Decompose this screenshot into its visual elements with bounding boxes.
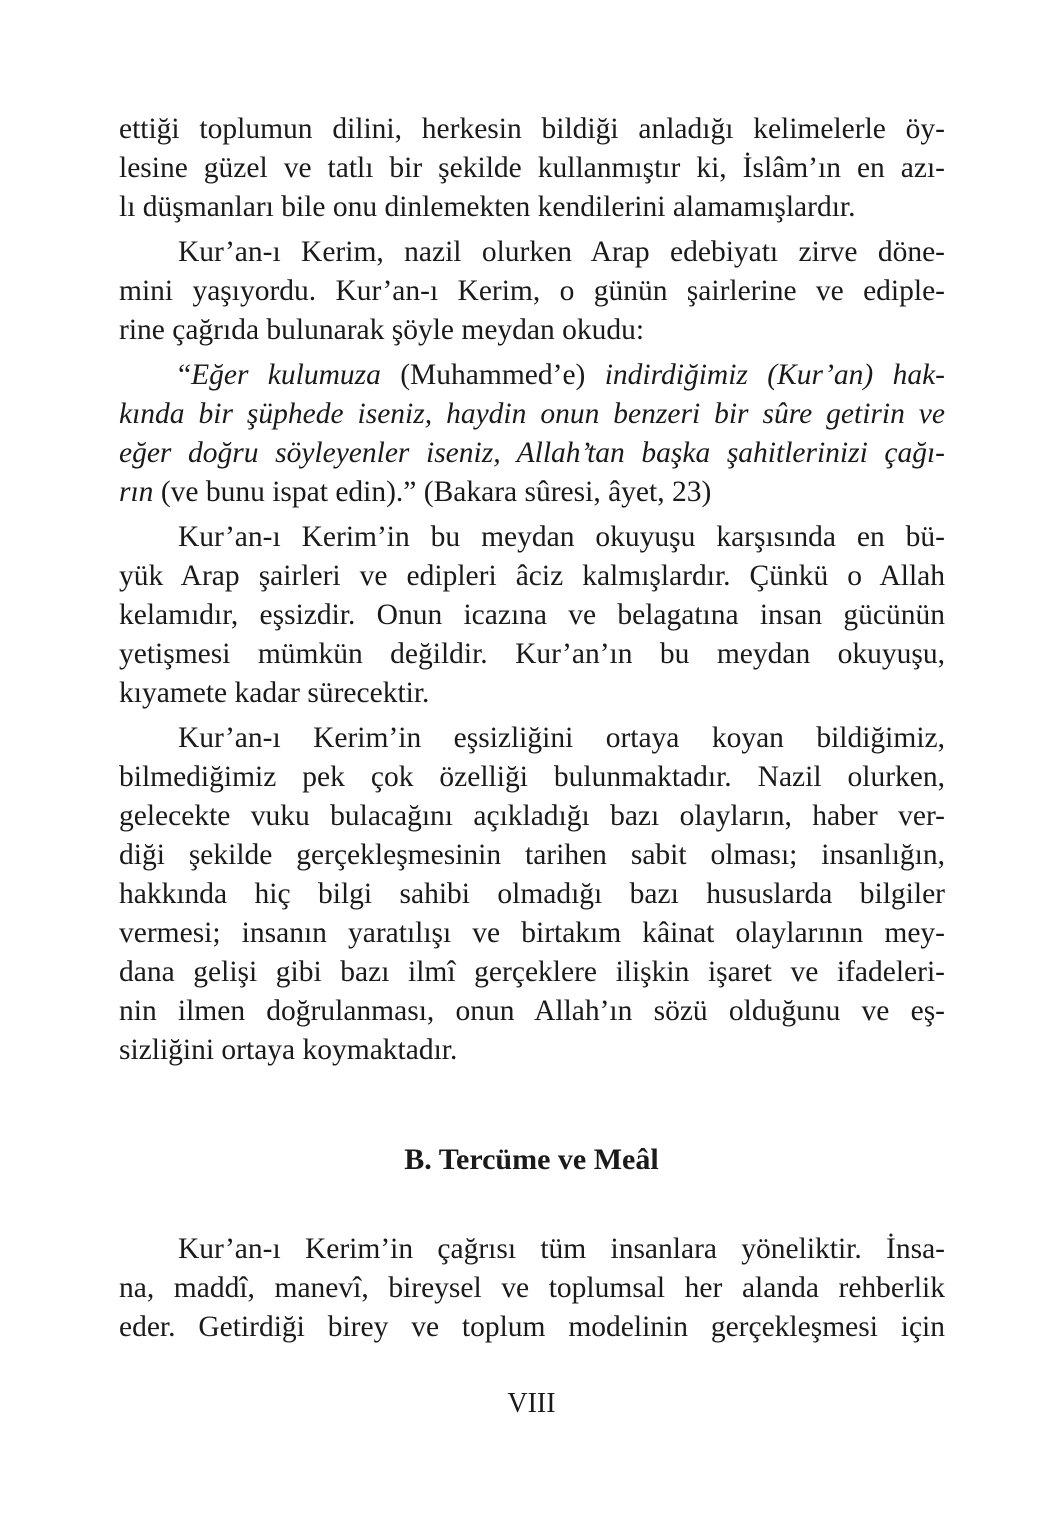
paragraph-5 — [119, 1230, 945, 1347]
text-line: kelamıdır, eşsizdir. Onun icazına ve belagatına insan gücünün — [119, 599, 945, 631]
quote-italic: indirdiğimiz (Kur’an) hak- — [604, 359, 945, 391]
page-body-continued — [119, 1230, 945, 1347]
text-line: Kur’an-ı Kerim’in bu meydan okuyuşu karşısında en bü- — [178, 521, 945, 553]
text-line: gelecekte vuku bulacağını açıkladığı bazı olayların, haber ver- — [119, 800, 945, 832]
text-line: lesine güzel ve tatlı bir şekilde kullanmıştır ki, İslâm’ın en azı- — [119, 152, 945, 184]
text-line: yük Arap şairleri ve edipleri âciz kalmışlardır. Çünkü o Allah — [119, 560, 945, 592]
section-heading: B. Tercüme ve Meâl — [404, 1143, 659, 1176]
text-line: diği şekilde gerçekleşmesinin tarihen sabit olması; insanlığın, — [119, 839, 945, 871]
text-line: mini yaşıyordu. Kur’an-ı Kerim, o günün şairlerine ve ediple- — [119, 275, 945, 307]
quote-italic: eğer doğru söyleyenler iseniz, Allah’tan başka şahitlerinizi çağı- — [119, 437, 945, 469]
quote-line — [119, 473, 945, 512]
text-line: sizliğini ortaya koymaktadır. — [119, 1034, 458, 1066]
quote-italic: Eğer kulumuza — [191, 359, 381, 391]
text-line: kıyamete kadar sürecektir. — [119, 677, 430, 709]
page-number: VIII — [507, 1388, 556, 1419]
paragraph-3 — [119, 518, 945, 713]
quote-note: (Muhammed’e) — [380, 359, 605, 391]
text-line: hakkında hiç bilgi sahibi olmadığı bazı hususlarda bilgiler — [119, 878, 945, 910]
text-line: bilmediğimiz pek çok özelliği bulunmaktadır. Nazil olurken, — [119, 761, 945, 793]
text-line: eder. Getirdiği birey ve toplum modelinin gerçekleşmesi için — [119, 1311, 945, 1343]
text-line: nin ilmen doğrulanması, onun Allah’ın sözü olduğunu ve eş- — [119, 995, 945, 1027]
text-line: yetişmesi mümkün değildir. Kur’an’ın bu meydan okuyuşu, — [119, 638, 945, 670]
text-line: na, maddî, manevî, bireysel ve toplumsal her alanda rehberlik — [119, 1272, 945, 1304]
quote-line — [119, 395, 945, 434]
paragraph-1 — [119, 110, 945, 227]
quote-citation: (ve bunu ispat edin).” (Bakara sûresi, âyet, 23) — [153, 476, 712, 508]
quote-italic: rın — [119, 476, 154, 508]
text-line: dana gelişi gibi bazı ilmî gerçeklere ilişkin işaret ve ifadeleri- — [119, 956, 945, 988]
text-line: ettiği toplumun dilini, herkesin bildiği anladığı kelimelerle öy- — [119, 113, 945, 145]
text-line: lı düşmanları bile onu dinlemekten kendilerini alamamışlardır. — [119, 191, 856, 223]
paragraph-2 — [119, 233, 945, 350]
paragraph-4 — [119, 719, 945, 1070]
text-line: Kur’an-ı Kerim’in eşsizliğini ortaya koyan bildiğimiz, — [178, 722, 945, 754]
quote-mark: “ — [178, 359, 192, 391]
text-line: Kur’an-ı Kerim, nazil olurken Arap edebiyatı zirve döne- — [178, 236, 945, 268]
text-line: Kur’an-ı Kerim’in çağrısı tüm insanlara yöneliktir. İnsa- — [178, 1233, 945, 1265]
quran-quote — [119, 356, 945, 512]
text-line: vermesi; insanın yaratılışı ve birtakım kâinat olaylarının mey- — [119, 917, 945, 949]
quote-line — [119, 434, 945, 473]
quote-line — [119, 356, 945, 395]
text-line: rine çağrıda bulunarak şöyle meydan okudu: — [119, 314, 645, 346]
quote-italic: kında bir şüphede iseniz, haydin onun benzeri bir sûre getirin ve — [119, 398, 945, 430]
page-body — [119, 110, 945, 1070]
